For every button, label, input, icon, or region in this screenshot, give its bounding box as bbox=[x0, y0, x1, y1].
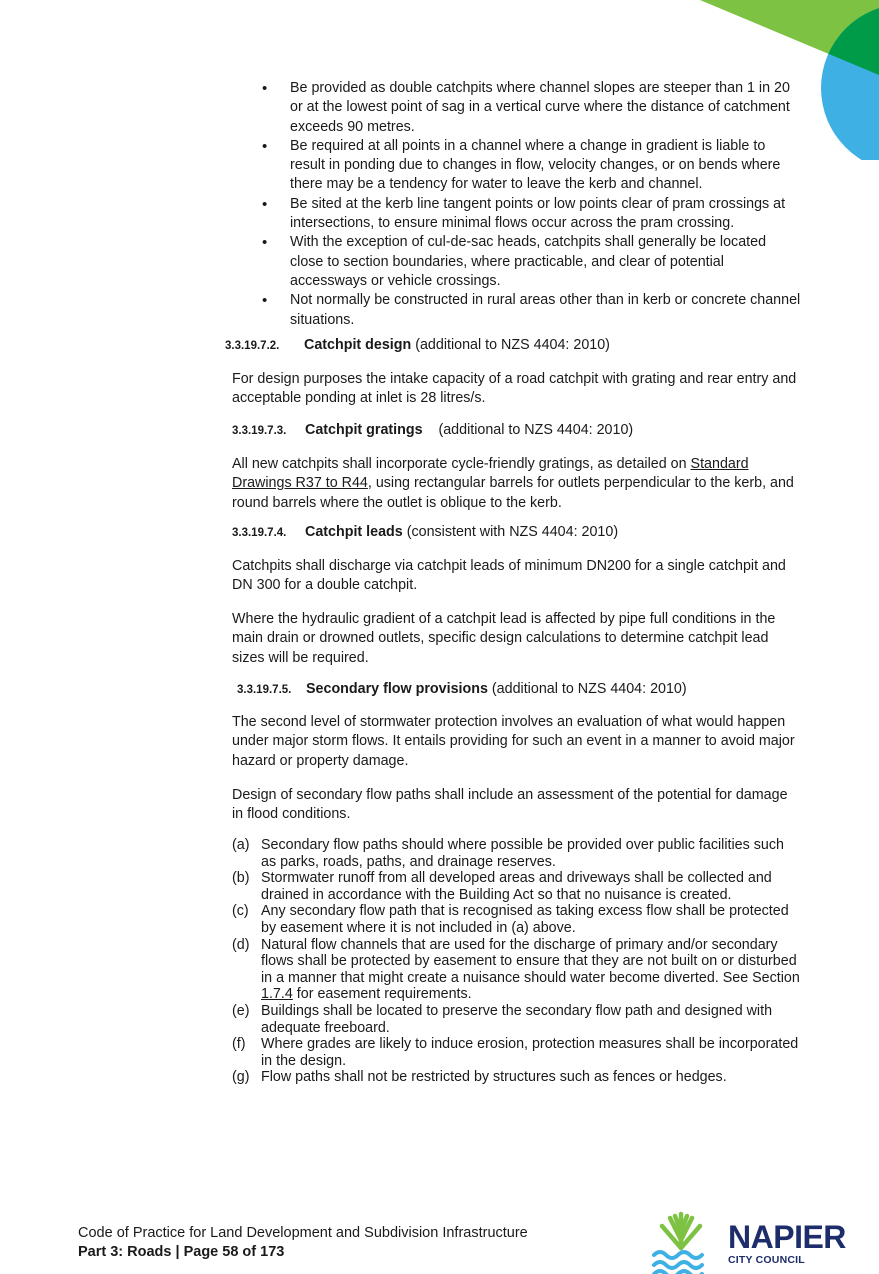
section-link[interactable]: 1.7.4 bbox=[261, 986, 293, 1003]
list-item: • Be sited at the kerb line tangent points or low points clear of pram crossings at intersections, to ensure minimal flows occur across the pram crossing. bbox=[262, 195, 802, 234]
logo-wordmark: NAPIER CITY COUNCIL bbox=[728, 1219, 846, 1266]
standard-drawings-link[interactable]: Standard Drawings R37 to R44 bbox=[232, 456, 749, 492]
page-footer bbox=[78, 1224, 528, 1261]
footer-page-number: Part 3: Roads | Page 58 of 173 bbox=[78, 1243, 285, 1260]
list-item: (g) Flow paths shall not be restricted by structures such as fences or hedges. bbox=[232, 1069, 727, 1086]
secondary-flow-paragraph-1: The second level of stormwater protection involves an evaluation of what would happen under major storm flows. It entails providing for such an event in a manner to avoid major hazard or property damage. bbox=[232, 714, 795, 769]
list-item: (a) Secondary flow paths should where possible be provided over public facilities such as parks, roads, paths, and drainage reserves. bbox=[232, 837, 784, 870]
catchpit-location-list bbox=[262, 79, 802, 330]
heading-catchpit-leads: 3.3.19.7.4. Catchpit leads (consistent with NZS 4404: 2010) bbox=[232, 524, 619, 540]
secondary-flow-paragraph-2: Design of secondary flow paths shall include an assessment of the potential for damage in flood conditions. bbox=[232, 787, 788, 823]
list-item: (b) Stormwater runoff from all developed areas and driveways shall be collected and drained in accordance with the Building Act so that no nuisance is created. bbox=[232, 870, 772, 903]
list-item: • Not normally be constructed in rural areas other than in kerb or concrete channel situations. bbox=[262, 291, 802, 330]
heading-secondary-flow: 3.3.19.7.5. Secondary flow provisions (additional to NZS 4404: 2010) bbox=[237, 681, 687, 697]
catchpit-leads-paragraph-2: Where the hydraulic gradient of a catchpit lead is affected by pipe full conditions in the main drain or drowned outlets, specific design calculations to determine catchpit lead sizes will be required. bbox=[232, 611, 776, 666]
list-item: • With the exception of cul-de-sac heads, catchpits shall generally be located close to section boundaries, where practicable, and clear of potential accessways or vehicle crossings. bbox=[262, 233, 802, 291]
secondary-flow-list bbox=[232, 837, 800, 1086]
heading-catchpit-design: 3.3.19.7.2. Catchpit design (additional to NZS 4404: 2010) bbox=[225, 337, 610, 353]
list-item: • Be provided as double catchpits where channel slopes are steeper than 1 in 20 or at the lowest point of sag in a vertical curve where the distance of catchment exceeds 90 metres. bbox=[262, 79, 802, 137]
list-item: (d) Natural flow channels that are used for the discharge of primary and/or secondary flows shall be protected by easement to ensure that they are not built on or disturbed in a manner that might create a nuisance should water become diverted. See Section 1.7.4 for easement requirements. bbox=[232, 936, 800, 1003]
footer-title: Code of Practice for Land Development and Subdivision Infrastructure bbox=[78, 1225, 528, 1241]
heading-catchpit-gratings: 3.3.19.7.3. Catchpit gratings (additional to NZS 4404: 2010) bbox=[232, 422, 634, 438]
list-item: (c) Any secondary flow path that is recognised as taking excess flow shall be protected by easement where it is not included in (a) above. bbox=[232, 903, 789, 936]
list-item: (f) Where grades are likely to induce erosion, protection measures shall be incorporated in the design. bbox=[232, 1036, 799, 1069]
catchpit-design-paragraph: For design purposes the intake capacity of a road catchpit with grating and rear entry and acceptable ponding at inlet is 28 litres/s. bbox=[232, 371, 797, 407]
catchpit-gratings-paragraph: All new catchpits shall incorporate cycle-friendly gratings, as detailed on Standard Drawings R37 to R44, using rectangular barrels for outlets perpendicular to the kerb, and round barrels where the outlet is oblique to the kerb. bbox=[232, 456, 794, 511]
catchpit-leads-paragraph-1: Catchpits shall discharge via catchpit leads of minimum DN200 for a single catchpit and DN 300 for a double catchpit. bbox=[232, 558, 786, 594]
list-item: (e) Buildings shall be located to preserve the secondary flow path and designed with adequate freeboard. bbox=[232, 1002, 773, 1036]
list-item: • Be required at all points in a channel where a change in gradient is liable to result in ponding due to changes in flow, velocity changes, or on bends where there may be a tendency for water to leave the kerb and channel. bbox=[262, 137, 802, 195]
